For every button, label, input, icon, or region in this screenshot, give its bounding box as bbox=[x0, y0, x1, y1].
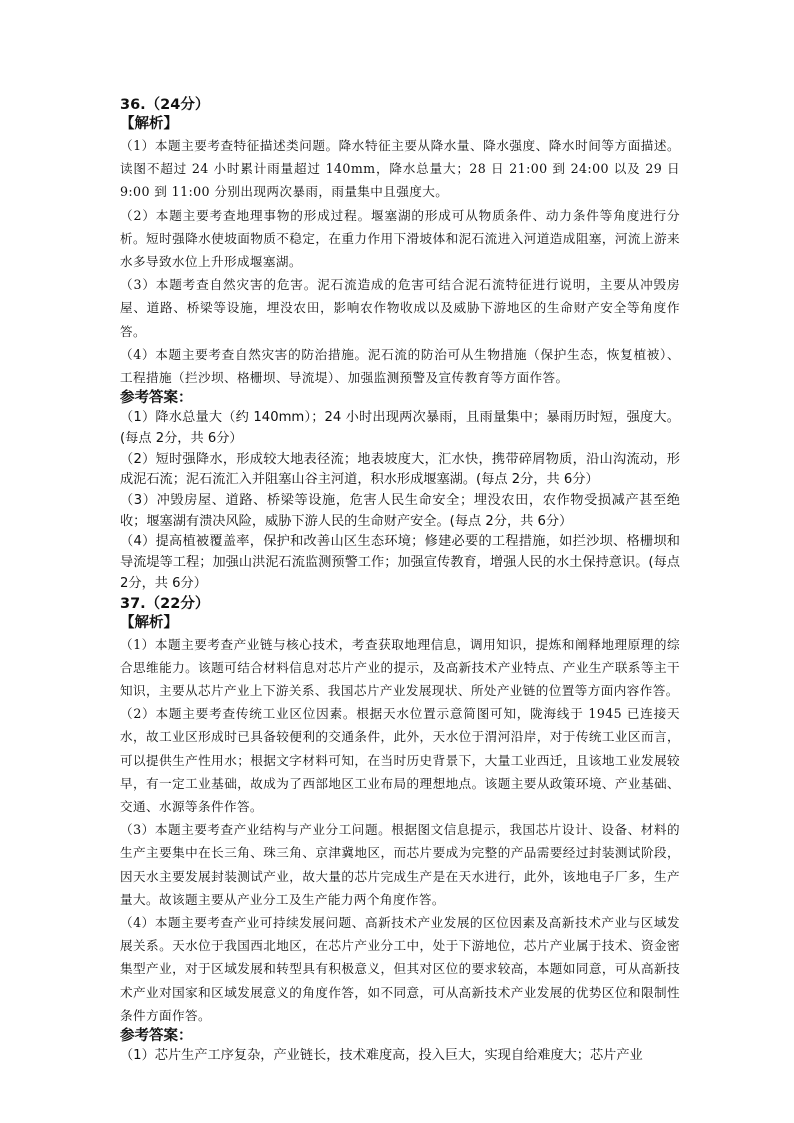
answer-paragraph: （3）冲毁房屋、道路、桥梁等设施，危害人民生命安全；埋没农田，农作物受损减产甚至绝收；堰塞湖有溃决风险，威胁下游人民的生命财产安全。(每点 2分，共 6分） bbox=[120, 493, 680, 529]
answer-paragraph: （2）短时强降水，形成较大地表径流；地表坡度大，汇水快，携带碎屑物质，沿山沟流动，形成泥石流；泥石流汇入并阻塞山谷主河道，积水形成堰塞湖。(每点 2分，共 6分） bbox=[120, 451, 680, 488]
question-37-title: 37.（22分） bbox=[120, 595, 210, 612]
document-page bbox=[120, 96, 680, 1067]
answer-paragraph: （4）提高植被覆盖率，保护和改善山区生态环境；修建必要的工程措施，如拦沙坝、格栅坝和导流堤等工程；加强山洪泥石流监测预警工作；加强宣传教育，增强人民的水土保持意识。(每点 2分，共 6分） bbox=[120, 534, 680, 591]
analysis-paragraph: （1）本题主要考查特征描述类问题。降水特征主要从降水量、降水强度、降水时间等方面描述。读图不超过 24 小时累计雨量超过 140mm，降水总量大；28 日 21:00 到 24:00 以及 29 日 9:00 到 11:00 分别出现两次暴雨，雨量集中且强度大。 bbox=[120, 138, 680, 200]
analysis-paragraph: （4）本题主要考查自然灾害的防治措施。泥石流的防治可从生物措施（保护生态，恢复植被）、工程措施（拦沙坝、格栅坝、导流堤）、加强监测预警及宣传教育等方面作答。 bbox=[120, 346, 680, 386]
question-37-analysis bbox=[120, 633, 680, 1027]
question-36-analysis bbox=[120, 134, 680, 389]
answer-paragraph: （1）降水总量大（约 140mm）；24 小时出现两次暴雨，且雨量集中；暴雨历时短，强度大。(每点 2分，共 6分） bbox=[120, 410, 680, 446]
question-36-analysis-label: 【解析】 bbox=[120, 116, 178, 132]
question-36-title: 36.（24分） bbox=[120, 97, 210, 113]
analysis-paragraph: （2）本题主要考查地理事物的形成过程。堰塞湖的形成可从物质条件、动力条件等角度进行分析。短时强降水使坡面物质不稳定，在重力作用下滑坡体和泥石流进入河道造成阻塞，河流上游来水多导致水位上升形成堰塞湖。 bbox=[120, 207, 680, 270]
question-37-answer-label: 参考答案： bbox=[120, 1028, 193, 1045]
question-36-answers bbox=[120, 408, 680, 594]
question-36-answer-label: 参考答案： bbox=[120, 390, 193, 407]
question-37-analysis-label: 【解析】 bbox=[120, 614, 178, 631]
analysis-paragraph: （3）本题考查自然灾害的危害。泥石流造成的危害可结合泥石流特征进行说明，主要从冲毁房屋、道路、桥梁等设施，埋没农田，影响农作物收成以及威胁下游地区的生命财产安全等角度作答。 bbox=[120, 277, 680, 339]
question-37-answers bbox=[120, 1046, 680, 1067]
analysis-paragraph: （1）本题主要考查产业链与核心技术，考查获取地理信息，调用知识，提炼和阐释地理原理的综合思维能力。该题可结合材料信息对芯片产业的提示，及高新技术产业特点、产业生产联系等主干知识，主要从芯片产业上下游关系、我国芯片产业发展现状、所处产业链的位置等方面内容作答。 bbox=[120, 636, 680, 698]
analysis-paragraph: （2）本题主要考查传统工业区位因素。根据天水位置示意简图可知，陇海线于 1945 已连接天水，故工业区形成时已具备较便利的交通条件，此外，天水位于渭河沿岸，对于传统工业区而言，可以提供生产性用水；根据文字材料可知，在当时历史背景下，大量工业西迁，且该地工业发展较早，有一定工业基础，故成为了西部地区工业布局的理想地点。该题主要从政策环境、产业基础、交通、水源等条件作答。 bbox=[120, 706, 680, 814]
answer-paragraph: （1）芯片生产工序复杂，产业链长，技术难度高，投入巨大，实现自给难度大；芯片产业 bbox=[120, 1048, 643, 1064]
analysis-paragraph: （4）本题主要考查产业可持续发展问题、高新技术产业发展的区位因素及高新技术产业与区域发展关系。天水位于我国西北地区，在芯片产业分工中，处于下游地位，芯片产业属于技术、资金密集型产业，对于区域发展和转型具有积极意义，但其对区位的要求较高，本题如同意，可从高新技术产业对国家和区域发展意义的角度作答，如不同意，可从高新技术产业发展的优势区位和限制性条件方面作答。 bbox=[120, 915, 680, 1023]
analysis-paragraph: （3）本题主要考查产业结构与产业分工问题。根据图文信息提示，我国芯片设计、设备、材料的生产主要集中在长三角、珠三角、京津冀地区，而芯片要成为完整的产品需要经过封装测试阶段，因天水主要发展封装测试产业，故大量的芯片完成生产是在天水进行，此外，该地电子厂多，生产量大。故该题主要从产业分工及生产能力两个角度作答。 bbox=[120, 822, 680, 907]
